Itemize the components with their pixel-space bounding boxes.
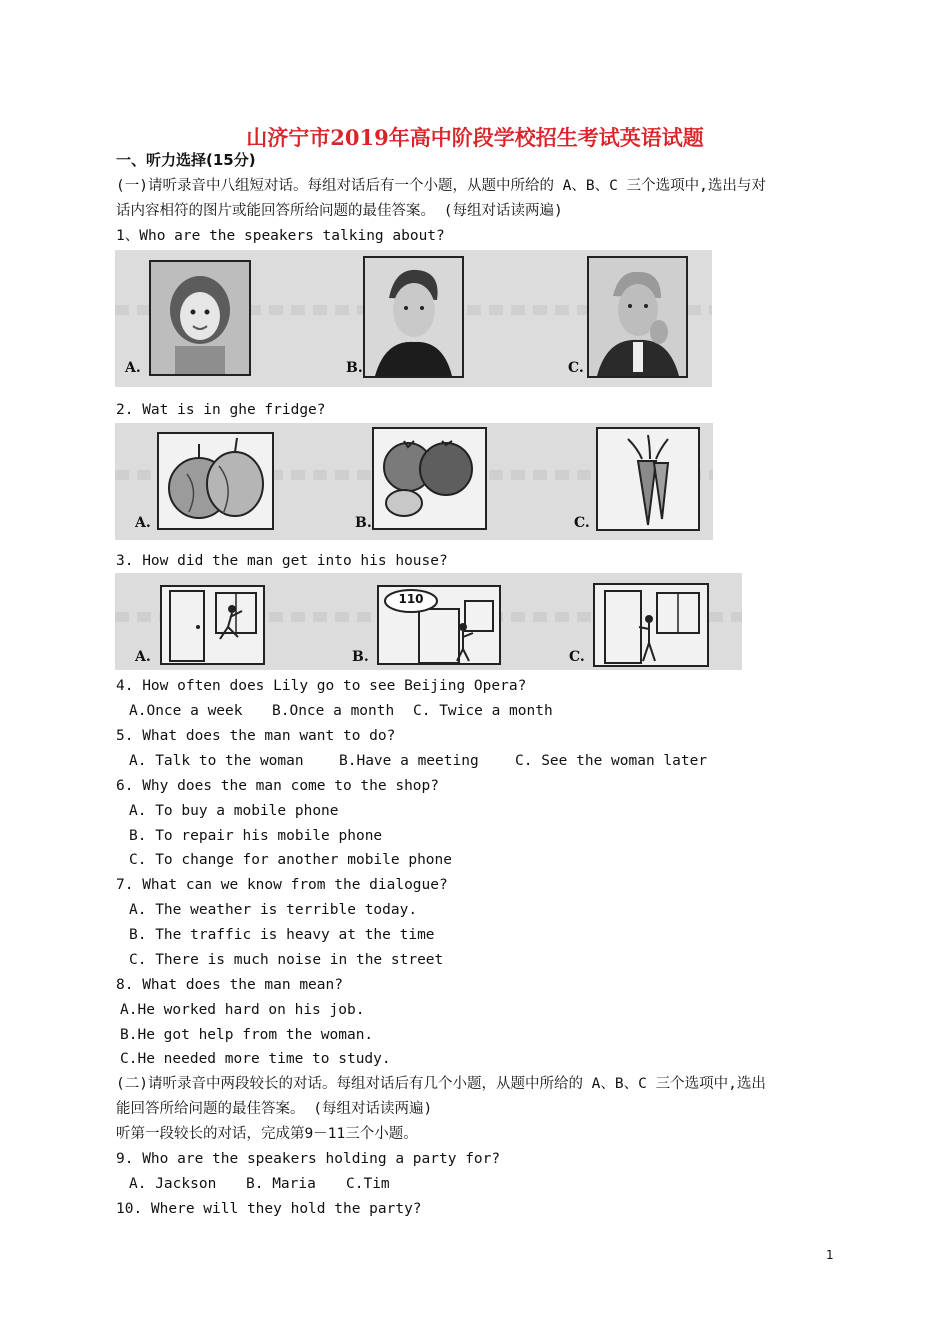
question-7: 7. What can we know from the dialogue? [116, 877, 448, 893]
question-4-option-a: A.Once a week [129, 703, 243, 719]
part2-subinstruction: 听第一段较长的对话，完成第9－11三个小题。 [116, 1126, 418, 1142]
section-heading-listening: 一、听力选择(15分) [116, 151, 256, 169]
police-help-image [377, 585, 501, 665]
question-1-picture-strip [115, 250, 712, 387]
question-4-option-c: C. Twice a month [413, 703, 553, 719]
question-6: 6. Why does the man come to the shop? [116, 778, 440, 794]
question-6-option-b: B. To repair his mobile phone [129, 828, 383, 844]
question-8-option-c: C.He needed more time to study. [120, 1051, 391, 1067]
question-9-option-a: A. Jackson [129, 1176, 217, 1192]
question-6-option-c: C. To change for another mobile phone [129, 852, 453, 868]
question-1: 1、Who are the speakers talking about? [116, 228, 445, 244]
young-man-portrait-image [363, 256, 464, 378]
question-3: 3. How did the man get into his house? [116, 553, 448, 569]
page-number: 1 [826, 1248, 834, 1262]
exam-title: 山济宁市2019年高中阶段学校招生考试英语试题 [246, 125, 704, 150]
key-door-image [593, 583, 709, 667]
question-5-option-a: A. Talk to the woman [129, 753, 304, 769]
part2-instruction-line1: (二)请听录音中两段较长的对话。每组对话后有几个小题，从题中所给的 A、B、C 三个选项中,选出 [116, 1076, 766, 1092]
question-8-option-b: B.He got help from the woman. [120, 1027, 374, 1043]
question-7-option-b: B. The traffic is heavy at the time [129, 927, 435, 943]
option-label-c: C. [574, 515, 590, 531]
question-2: 2. Wat is in ghe fridge? [116, 402, 326, 418]
part2-instruction-line2: 能回答所给问题的最佳答案。 (每组对话读两遍) [116, 1101, 433, 1117]
option-label-b: B. [352, 649, 369, 665]
part1-instruction-line2: 话内容相符的图片或能回答所给问题的最佳答案。 (每组对话读两遍) [116, 203, 563, 219]
onion-image [157, 432, 274, 530]
question-5-option-b: B.Have a meeting [339, 753, 479, 769]
question-9-option-c: C.Tim [346, 1176, 390, 1192]
option-label-b: B. [346, 360, 363, 376]
question-10: 10. Where will they hold the party? [116, 1201, 422, 1217]
sign-110: 110 [398, 592, 424, 606]
question-4: 4. How often does Lily go to see Beijing Opera? [116, 678, 527, 694]
option-label-c: C. [568, 360, 584, 376]
question-7-option-a: A. The weather is terrible today. [129, 902, 418, 918]
question-4-option-b: B.Once a month [272, 703, 395, 719]
question-2-picture-strip [115, 423, 713, 540]
question-7-option-c: C. There is much noise in the street [129, 952, 444, 968]
climbing-window-image [160, 585, 265, 665]
question-3-picture-strip [115, 573, 742, 670]
carrots-image [596, 427, 700, 531]
question-8: 8. What does the man mean? [116, 977, 343, 993]
girl-portrait-image [149, 260, 251, 376]
question-5-option-c: C. See the woman later [515, 753, 708, 769]
question-8-option-a: A.He worked hard on his job. [120, 1002, 365, 1018]
question-9-option-b: B. Maria [246, 1176, 316, 1192]
option-label-c: C. [569, 649, 585, 665]
option-label-a: A. [135, 649, 151, 665]
question-9: 9. Who are the speakers holding a party for? [116, 1151, 501, 1167]
option-label-a: A. [135, 515, 151, 531]
tomatoes-image [372, 427, 487, 530]
option-label-b: B. [355, 515, 372, 531]
question-6-option-a: A. To buy a mobile phone [129, 803, 339, 819]
part1-instruction-line1: (一)请听录音中八组短对话。每组对话后有一个小题，从题中所给的 A、B、C 三个选项中,选出与对 [116, 178, 766, 194]
option-label-a: A. [125, 360, 141, 376]
question-5: 5. What does the man want to do? [116, 728, 396, 744]
old-man-portrait-image [587, 256, 688, 378]
